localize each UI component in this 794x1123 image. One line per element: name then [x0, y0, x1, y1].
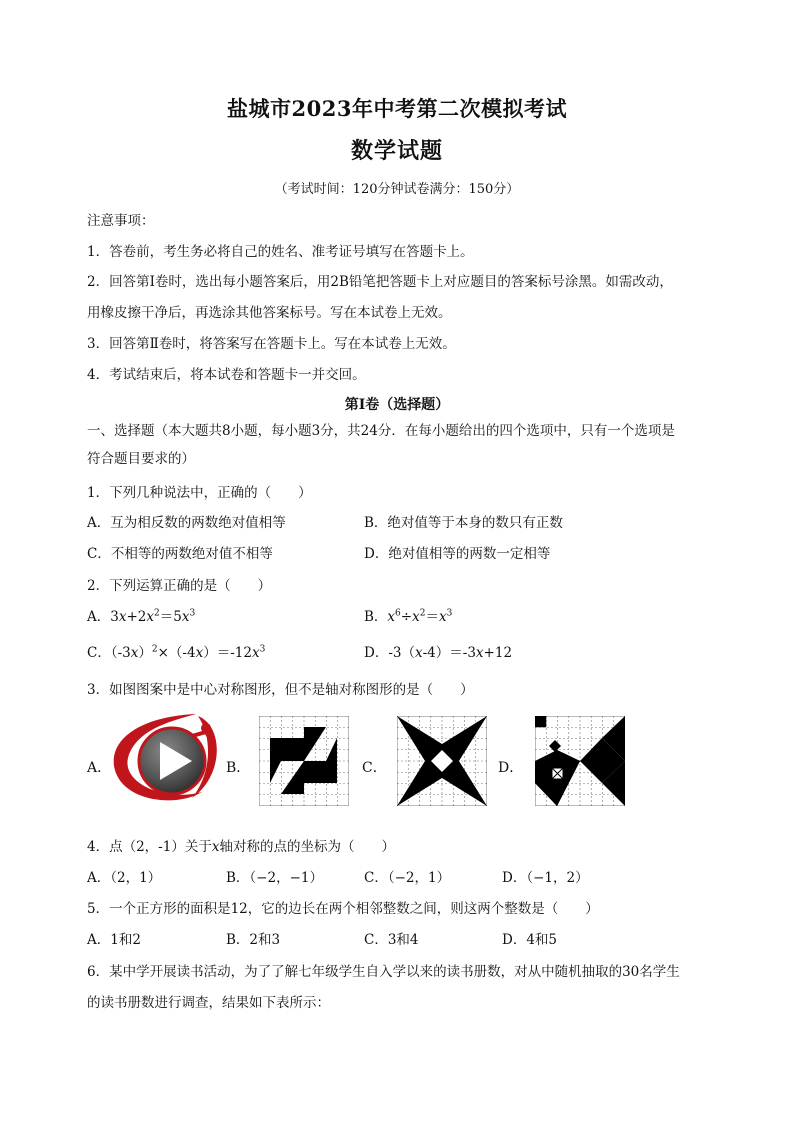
q3-label-d: D． [498, 760, 524, 776]
q2-option-d: D．-3（x-4）＝-3x+12 [364, 645, 513, 661]
question-1-stem: 1．下列几种说法中，正确的（ ） [87, 485, 312, 501]
q2-option-b: B．$x^6\div x^2=x^3$ [364, 608, 453, 625]
q1-option-b: B．绝对值等于本身的数只有正数 [364, 515, 563, 531]
note-item: 1．答卷前，考生务必将自己的姓名、准考证号填写在答题卡上。 [87, 244, 474, 260]
note-item: 用橡皮擦干净后，再选涂其他答案标号。写在本试卷上无效。 [87, 305, 452, 321]
q3-label-c: C． [362, 760, 387, 776]
q2-option-c: C．$(-3x)^2\times(-4x)=-12x^3$ [87, 644, 266, 661]
section-instructions: 符合题目要求的） [87, 451, 195, 467]
q3-figure-c-x-shape-grid [397, 716, 487, 806]
note-item: 3．回答第Ⅱ卷时，将答案写在答题卡上。写在本试卷上无效。 [87, 336, 456, 352]
q3-label-a: A． [87, 760, 112, 776]
question-2-stem: 2．下列运算正确的是（ ） [87, 578, 272, 594]
question-6-stem: 6．某中学开展读书活动，为了了解七年级学生自入学以来的读书册数，对从中随机抽取的30名学生 [87, 964, 680, 980]
q3-figure-b-pinwheel-grid [259, 716, 349, 806]
section-instructions: 一、选择题（本大题共8小题，每小题3分，共24分．在每小题给出的四个选项中，只有一个选项是 [87, 423, 675, 439]
q5-option-c: C．3和4 [364, 932, 419, 948]
q5-option-b: B．2和3 [226, 932, 281, 948]
notes-heading: 注意事项： [87, 213, 155, 229]
question-3-stem: 3．如图图案中是中心对称图形，但不是轴对称图形的是（ ） [87, 682, 474, 698]
note-item: 4．考试结束后，将本试卷和答题卡一并交回。 [87, 367, 366, 383]
q3-figure-a-play-logo [106, 706, 228, 808]
question-4-stem: 4．点（2，-1）关于x轴对称的点的坐标为（ ） [87, 839, 395, 855]
q1-option-a: A．互为相反数的两数绝对值相等 [87, 515, 286, 531]
q5-option-d: D．4和5 [502, 932, 558, 948]
q3-figure-d-fish-grid [535, 716, 625, 806]
question-5-stem: 5．一个正方形的面积是12，它的边长在两个相邻整数之间，则这两个整数是（ ） [87, 901, 599, 917]
subject-title: 数学试题 [350, 138, 443, 164]
q4-option-a: A．（2，1） [87, 870, 162, 886]
q2-option-a: A．$3x+2x^2=5x^3$ [87, 608, 196, 625]
exam-title: 盐城市2023年中考第二次模拟考试 [227, 96, 567, 121]
question-6-stem: 的读书册数进行调查，结果如下表所示： [87, 995, 330, 1011]
q4-option-d: D．（−1，2） [502, 870, 589, 886]
section-title: 第Ⅰ卷（选择题） [344, 397, 450, 413]
q4-option-b: B．（−2，−1） [226, 870, 323, 886]
q3-label-b: B． [226, 760, 251, 776]
q1-option-c: C．不相等的两数绝对值不相等 [87, 546, 273, 562]
q5-option-a: A．1和2 [87, 932, 141, 948]
note-item: 2．回答第Ⅰ卷时，选出每小题答案后，用2B铅笔把答题卡上对应题目的答案标号涂黑。如需改动， [87, 274, 673, 290]
q1-option-d: D．绝对值相等的两数一定相等 [364, 546, 551, 562]
exam-info: （考试时间：120分钟试卷满分：150分） [274, 182, 520, 197]
q4-option-c: C．（−2，1） [364, 870, 451, 886]
